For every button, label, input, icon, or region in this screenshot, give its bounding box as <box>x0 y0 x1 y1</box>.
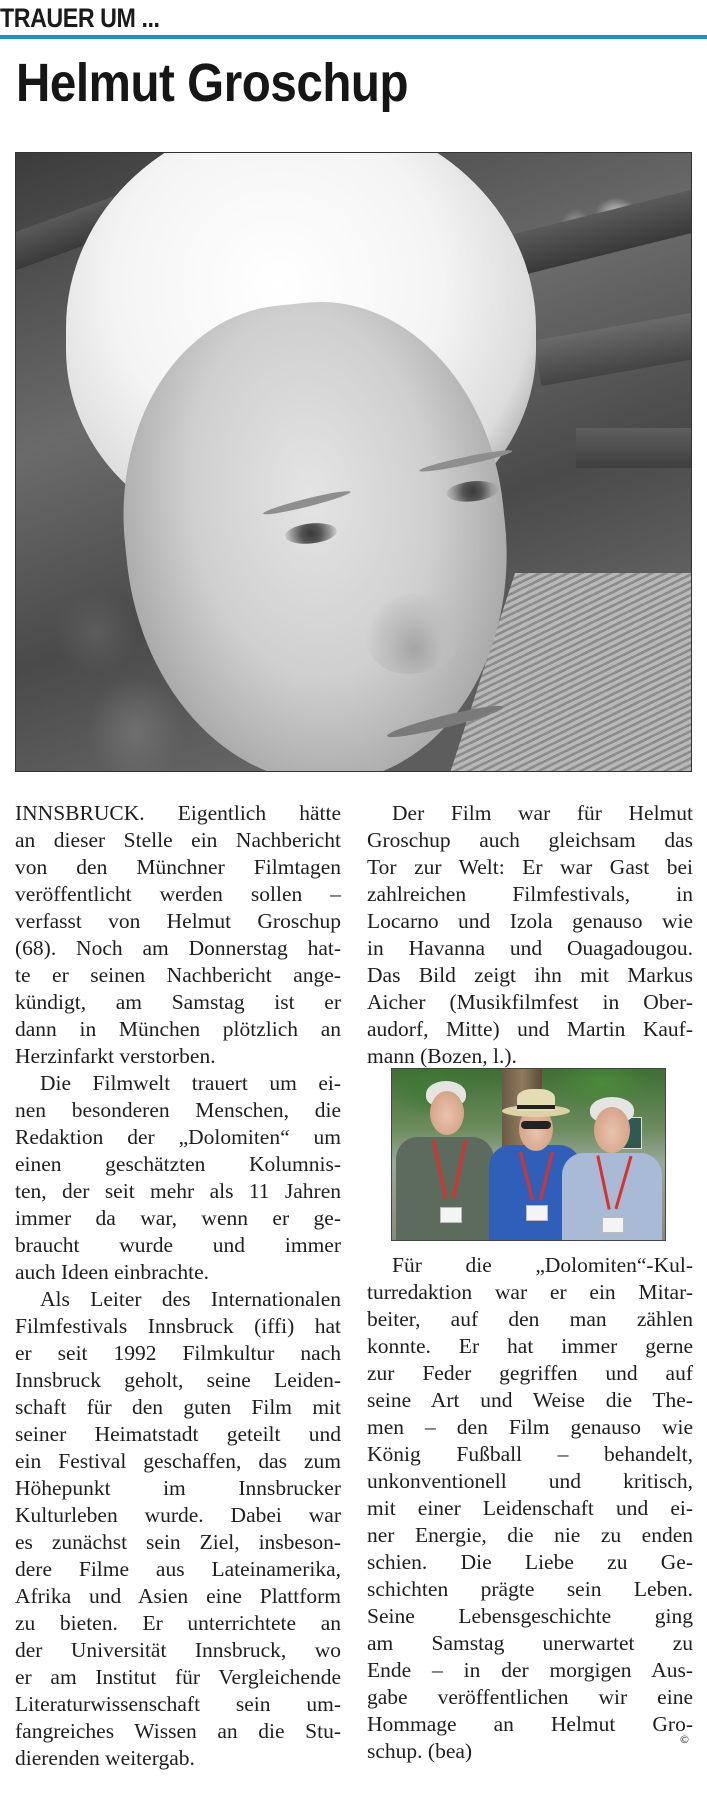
section-rule <box>0 35 707 39</box>
text-line: auch Ideen einbrachte. <box>15 1260 209 1284</box>
text-line: kündigt, am Samstag ist er <box>15 990 341 1014</box>
group-photo <box>391 1068 666 1241</box>
text-line: er am Institut für Vergleichende <box>15 1665 341 1689</box>
text-line: schaft für den guten Film mit <box>15 1395 341 1419</box>
article-paragraph <box>15 800 341 1070</box>
text-line: Aicher (Musikfilmfest in Ober- <box>367 990 693 1014</box>
text-line: zu bieten. Er unterrichtete an <box>15 1611 341 1635</box>
article-paragraph <box>15 1070 341 1286</box>
text-line: dann in München plötzlich an <box>15 1017 341 1041</box>
text-line: gabe veröffentlichen wir eine <box>367 1685 693 1709</box>
text-line: schien. Die Liebe zu Ge- <box>367 1550 693 1574</box>
text-line: er seit 1992 Filmkultur nach <box>15 1341 341 1365</box>
text-line: Locarno und Izola genauso wie <box>367 909 693 933</box>
text-line: Innsbruck geholt, seine Leiden- <box>15 1368 341 1392</box>
text-line: Hommage an Helmut Gro- <box>367 1712 693 1736</box>
article-column-right-bottom <box>367 1252 693 1765</box>
eye <box>284 521 338 546</box>
section-kicker: TRAUER UM ... <box>0 3 160 33</box>
text-line: Für die „Dolomiten“-Kul- <box>392 1253 693 1277</box>
text-line: zahlreichen Filmfestivals, in <box>367 882 693 906</box>
text-line: Tor zur Welt: Er war Gast bei <box>367 855 693 879</box>
text-line: seine Art und Weise die The- <box>367 1388 693 1412</box>
person-right <box>562 1097 666 1241</box>
pergola-beam <box>534 306 692 386</box>
text-line: Literaturwissenschaft sein um- <box>15 1692 341 1716</box>
text-line: audorf, Mitte) und Martin Kauf- <box>367 1017 693 1041</box>
text-line: INNSBRUCK. Eigentlich hätte <box>15 801 341 825</box>
text-line: am Samstag unerwartet zu <box>367 1631 693 1655</box>
text-line: Kulturleben wurde. Dabei war <box>15 1503 341 1527</box>
person-left <box>396 1079 496 1241</box>
text-line: ein Festival geschaffen, das zum <box>15 1449 341 1473</box>
text-line: dere Filme aus Lateinamerika, <box>15 1557 341 1581</box>
text-line: ner Energie, die nie zu enden <box>367 1523 693 1547</box>
text-line: Filmfestivals Innsbruck (iffi) hat <box>15 1314 341 1338</box>
text-line: in Havanna und Ouagadougou. <box>367 936 693 960</box>
eye <box>446 479 500 504</box>
text-line: an dieser Stelle ein Nachbericht <box>15 828 341 852</box>
text-line: fangreiches Wissen an die Stu- <box>15 1719 341 1743</box>
text-line: unkonventionell und kritisch, <box>367 1469 693 1493</box>
eyebrow <box>418 447 513 475</box>
text-line: nen besonderen Menschen, die <box>15 1098 341 1122</box>
text-line: turredaktion war er ein Mitar- <box>367 1280 693 1304</box>
text-line: Der Film war für Helmut <box>392 801 693 825</box>
text-line: der Universität Innsbruck, wo <box>15 1638 341 1662</box>
text-line: Herzinfarkt verstorben. <box>15 1044 216 1068</box>
article-column-left <box>15 800 341 1772</box>
text-line: von den Münchner Filmtagen <box>15 855 341 879</box>
text-line: einen geschätzten Kolumnis- <box>15 1152 341 1176</box>
text-line: konnte. Er hat immer gerne <box>367 1334 693 1358</box>
text-line: Ende – in der morgigen Aus- <box>367 1658 693 1682</box>
text-line: mann (Bozen, l.). <box>367 1044 517 1068</box>
text-line: men – den Film genauso wie <box>367 1415 693 1439</box>
eyebrow <box>262 488 351 518</box>
article-headline: Helmut Groschup <box>16 53 409 113</box>
text-line: Höhepunkt im Innsbrucker <box>15 1476 341 1500</box>
text-line: verfasst von Helmut Groschup <box>15 909 341 933</box>
pergola-beam <box>576 428 692 468</box>
text-line: zur Feder gegriffen und auf <box>367 1361 693 1385</box>
text-line: schup. (bea) <box>367 1739 473 1763</box>
article-paragraph <box>15 1286 341 1772</box>
text-line: Redaktion der „Dolomiten“ um <box>15 1125 341 1149</box>
text-line: veröffentlicht werden sollen – <box>15 882 341 906</box>
text-line: es zunächst sein Ziel, insbeson- <box>15 1530 341 1554</box>
text-line: mit einer Leidenschaft und ei- <box>367 1496 693 1520</box>
article-column-right-top <box>367 800 693 1070</box>
text-line: (68). Noch am Donnerstag hat- <box>15 936 341 960</box>
text-line: schichten prägte sein Leben. <box>367 1577 693 1601</box>
text-line: braucht wurde und immer <box>15 1233 341 1257</box>
copyright-mark: © <box>679 1733 690 1746</box>
text-line: Seine Lebensgeschichte ging <box>367 1604 693 1628</box>
text-line: seiner Heimatstadt geteilt und <box>15 1422 341 1446</box>
text-line: ten, der seit mehr als 11 Jahren <box>15 1179 341 1203</box>
text-line: Afrika und Asien eine Plattform <box>15 1584 341 1608</box>
text-line: Groschup auch gleichsam das <box>367 828 693 852</box>
article-paragraph <box>367 800 693 1070</box>
text-line: Als Leiter des Internationalen <box>40 1287 341 1311</box>
article-paragraph <box>367 1252 693 1765</box>
main-portrait-photo <box>15 152 692 772</box>
text-line: Das Bild zeigt ihn mit Markus <box>367 963 693 987</box>
text-line: Die Filmwelt trauert um ei- <box>40 1071 341 1095</box>
text-line: beiter, auf den man zählen <box>367 1307 693 1331</box>
text-line: dierenden weitergab. <box>15 1746 195 1770</box>
text-line: König Fußball – behandelt, <box>367 1442 693 1466</box>
text-line: te er seinen Nachbericht ange- <box>15 963 341 987</box>
text-line: immer da war, wenn er ge- <box>15 1206 341 1230</box>
nose <box>362 589 465 678</box>
